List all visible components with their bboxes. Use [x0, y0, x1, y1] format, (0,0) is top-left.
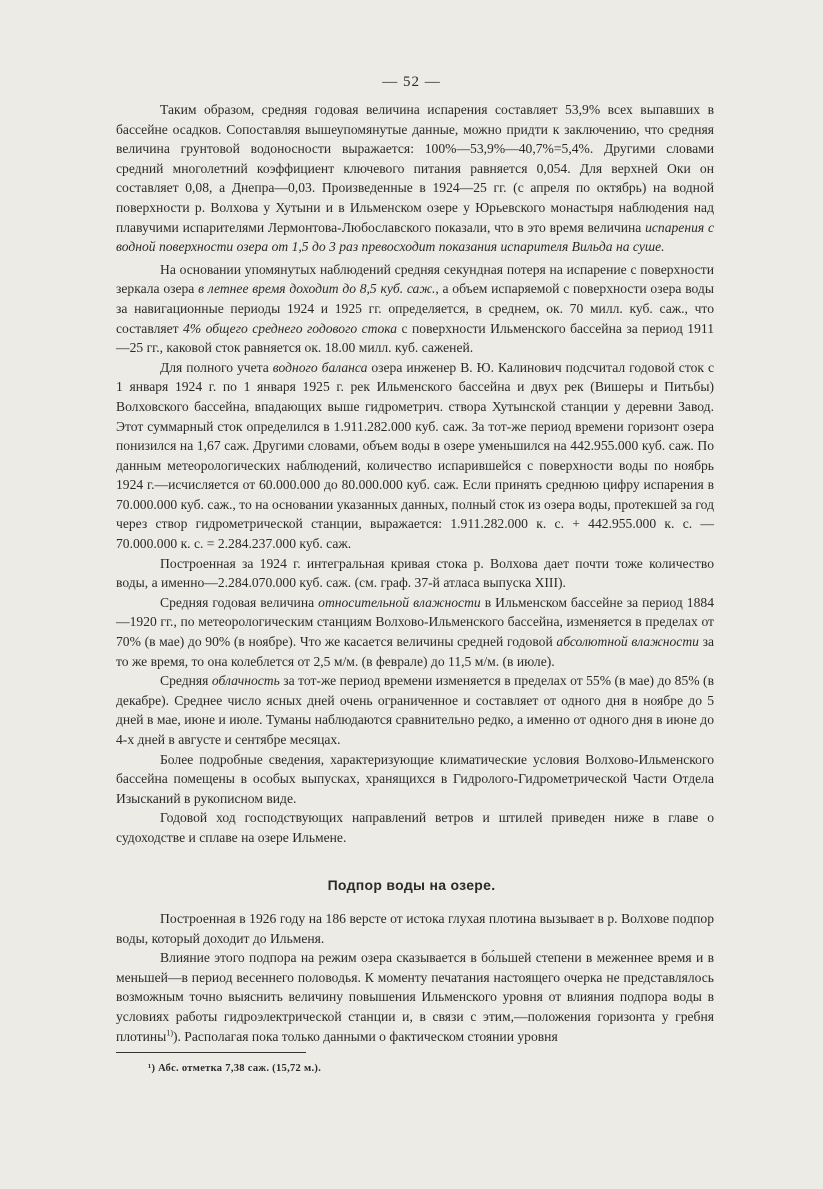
paragraph — [116, 808, 714, 847]
text-run: Годовой ход господствующих направлений ветров и штилей приведен ниже в главе о судоходстве и сплаве на озере Ильмене. — [116, 810, 714, 845]
italic-run: в летнее время доходит до 8,5 куб. саж. — [198, 281, 436, 297]
italic-run: испарения с водной поверхности озера от 1,5 до 3 раз превосходит показания испарителя Вильда на суше. — [116, 219, 714, 255]
body-text — [116, 100, 714, 848]
text-run: На основании упомянутых наблюдений средняя секундная потеря на испарение с поверхности зеркала озера — [116, 261, 714, 297]
paragraph — [116, 554, 714, 593]
text-run: Построенная за 1924 г. интегральная кривая стока р. Волхова дает почти тоже количество воды, а именно—2.284.070.000 куб. саж. (см. граф. 37-й атласа выпуска XIII). — [116, 555, 714, 591]
footnote-mark: 1) — [166, 1028, 173, 1038]
text-run: , а объем испаряемой с поверхности озера воды за навигационные периоды 1924 и 1925 гг. определяется, в среднем, ок. 70 милл. куб. саж., что составляет — [116, 281, 714, 336]
text-run: Таким образом, средняя годовая величина испарения составляет 53,9% всех выпавших в бассейне осадков. Сопоставляя вышеупомянутые данные, можно придти к заключению, что средняя величина грунтовой водоносности выражается: 100%—53,9%—40,7%=5,4%. Другими словами средний многолетний коэффициент ключевого питания равняется 0,054. Для верхней Оки он составляет 0,08, а Днепра—0,03. Произведенные в 1924—25 гг. (с апреля по октябрь) на водной поверхности р. Волхова у Хутыни и в Ильменском озере у Юрьевского монастыря наблюдения над плавучими испарителями Лермонтова-Любославского показали, что в это время величина — [116, 102, 714, 235]
text-run: Более подробные сведения, характеризующие климатические условия Волхово-Ильменского бассейна помещены в особых выпусках, хранящихся в Гидролого-Гидрометрической Части Отдела Изысканий в рукописном виде. — [116, 751, 714, 806]
paragraph — [116, 260, 714, 358]
paragraph — [116, 948, 714, 1046]
italic-run: водного баланса — [272, 359, 368, 375]
paragraph — [116, 671, 714, 749]
paragraph — [116, 358, 714, 554]
italic-run: относительной влажности — [318, 594, 481, 610]
text-run: Средняя — [160, 673, 212, 689]
text-run: ). Располагая пока только данными о фактическом стоянии уровня — [172, 1028, 558, 1044]
text-run: Построенная в 1926 году на 186 версте от истока глухая плотина вызывает в р. Волхове подпор воды, который доходит до Ильменя. — [116, 911, 714, 946]
text-run: Для полного учета — [160, 359, 273, 375]
text-run: в Ильменском бассейне за период 1884—1920 гг., по метеорологическим станциям Волхово-Ильменского бассейна, изменяется в пределах от 70% (в мае) до 90% (в ноябре). Что же касается величины средней годовой — [116, 594, 714, 650]
paragraph — [116, 750, 714, 809]
italic-run: абсолютной влажности — [556, 634, 699, 650]
text-run: Средняя годовая величина — [160, 594, 319, 610]
text-run: за тот-же период времени изменяется в пределах от 55% (в мае) до 85% (в декабре). Среднее число ясных дней очень ограниченное и составляет от одного дня в ноябре до 5 дней в мае, июне и июле. Туманы наблюдаются сравнительно редко, а именно от одного дня в июне до 4-х дней в августе и сентябре месяцах. — [116, 673, 714, 747]
paragraph — [116, 593, 714, 671]
text-run: за то же время, то она колеблется от 2,5 м/м. (в феврале) до 11,5 м/м. (в июле). — [116, 634, 715, 669]
footnote: ¹) Абс. отметка 7,38 саж. (15,72 м.). — [148, 1063, 322, 1074]
paragraph — [116, 909, 714, 948]
italic-run: 4% общего среднего годового стока — [183, 320, 398, 336]
italic-run: облачность — [211, 673, 280, 689]
body-text-section — [116, 909, 714, 1046]
section-heading: Подпор воды на озере. — [327, 877, 496, 893]
footnote-rule — [116, 1052, 306, 1053]
text-run: с поверхности Ильменского бассейна за период 1911—25 гг., каковой сток равняется ок. 18.00 милл. куб. саженей. — [116, 320, 714, 356]
paragraph — [116, 100, 714, 257]
text-run: Влияние этого подпора на режим озера сказывается в бо́льшей степени в меженнее время и в меньшей—в период весеннего половодья. К моменту печатания настоящего очерка не представлялось возможным точно выяснить величину повышения Ильменского уровня от влияния подпора воды в условиях работы гидроэлектрической станции и, в связи с этим,—положения горизонта у гребня плотины — [116, 950, 714, 1044]
page-number: — 52 — — [382, 74, 441, 90]
text-run: озера инженер В. Ю. Калинович подсчитал годовой сток с 1 января 1924 г. по 1 января 1925 г. рек Ильменского бассейна и двух рек (Вишеры и Питьбы) Волховского бассейна, впадающих выше гидрометрич. створа Хутынской станции у деревни Завод. Этот суммарный сток определился в 1.911.282.000 куб. саж. За тот-же период времени горизонт озера понизился на 1,67 саж. Другими словами, объем воды в озере уменьшился на 442.955.000 куб. саж. По данным метеорологических наблюдений, количество испарившейся с поверхности воды по ноябрь 1924 г.—исчисляется от 60.000.000 до 80.000.000 куб. саж. Если принять среднюю цифру испарения в 70.000.000 куб. саж., то на основании указанных данных, полный сток из озера воды, протекшей за год через створ гидрометрической станции, выражается: 1.911.282.000 к. с. + 442.955.000 к. с. — 70.000.000 к. с. = 2.284.237.000 куб. саж. — [116, 359, 714, 552]
